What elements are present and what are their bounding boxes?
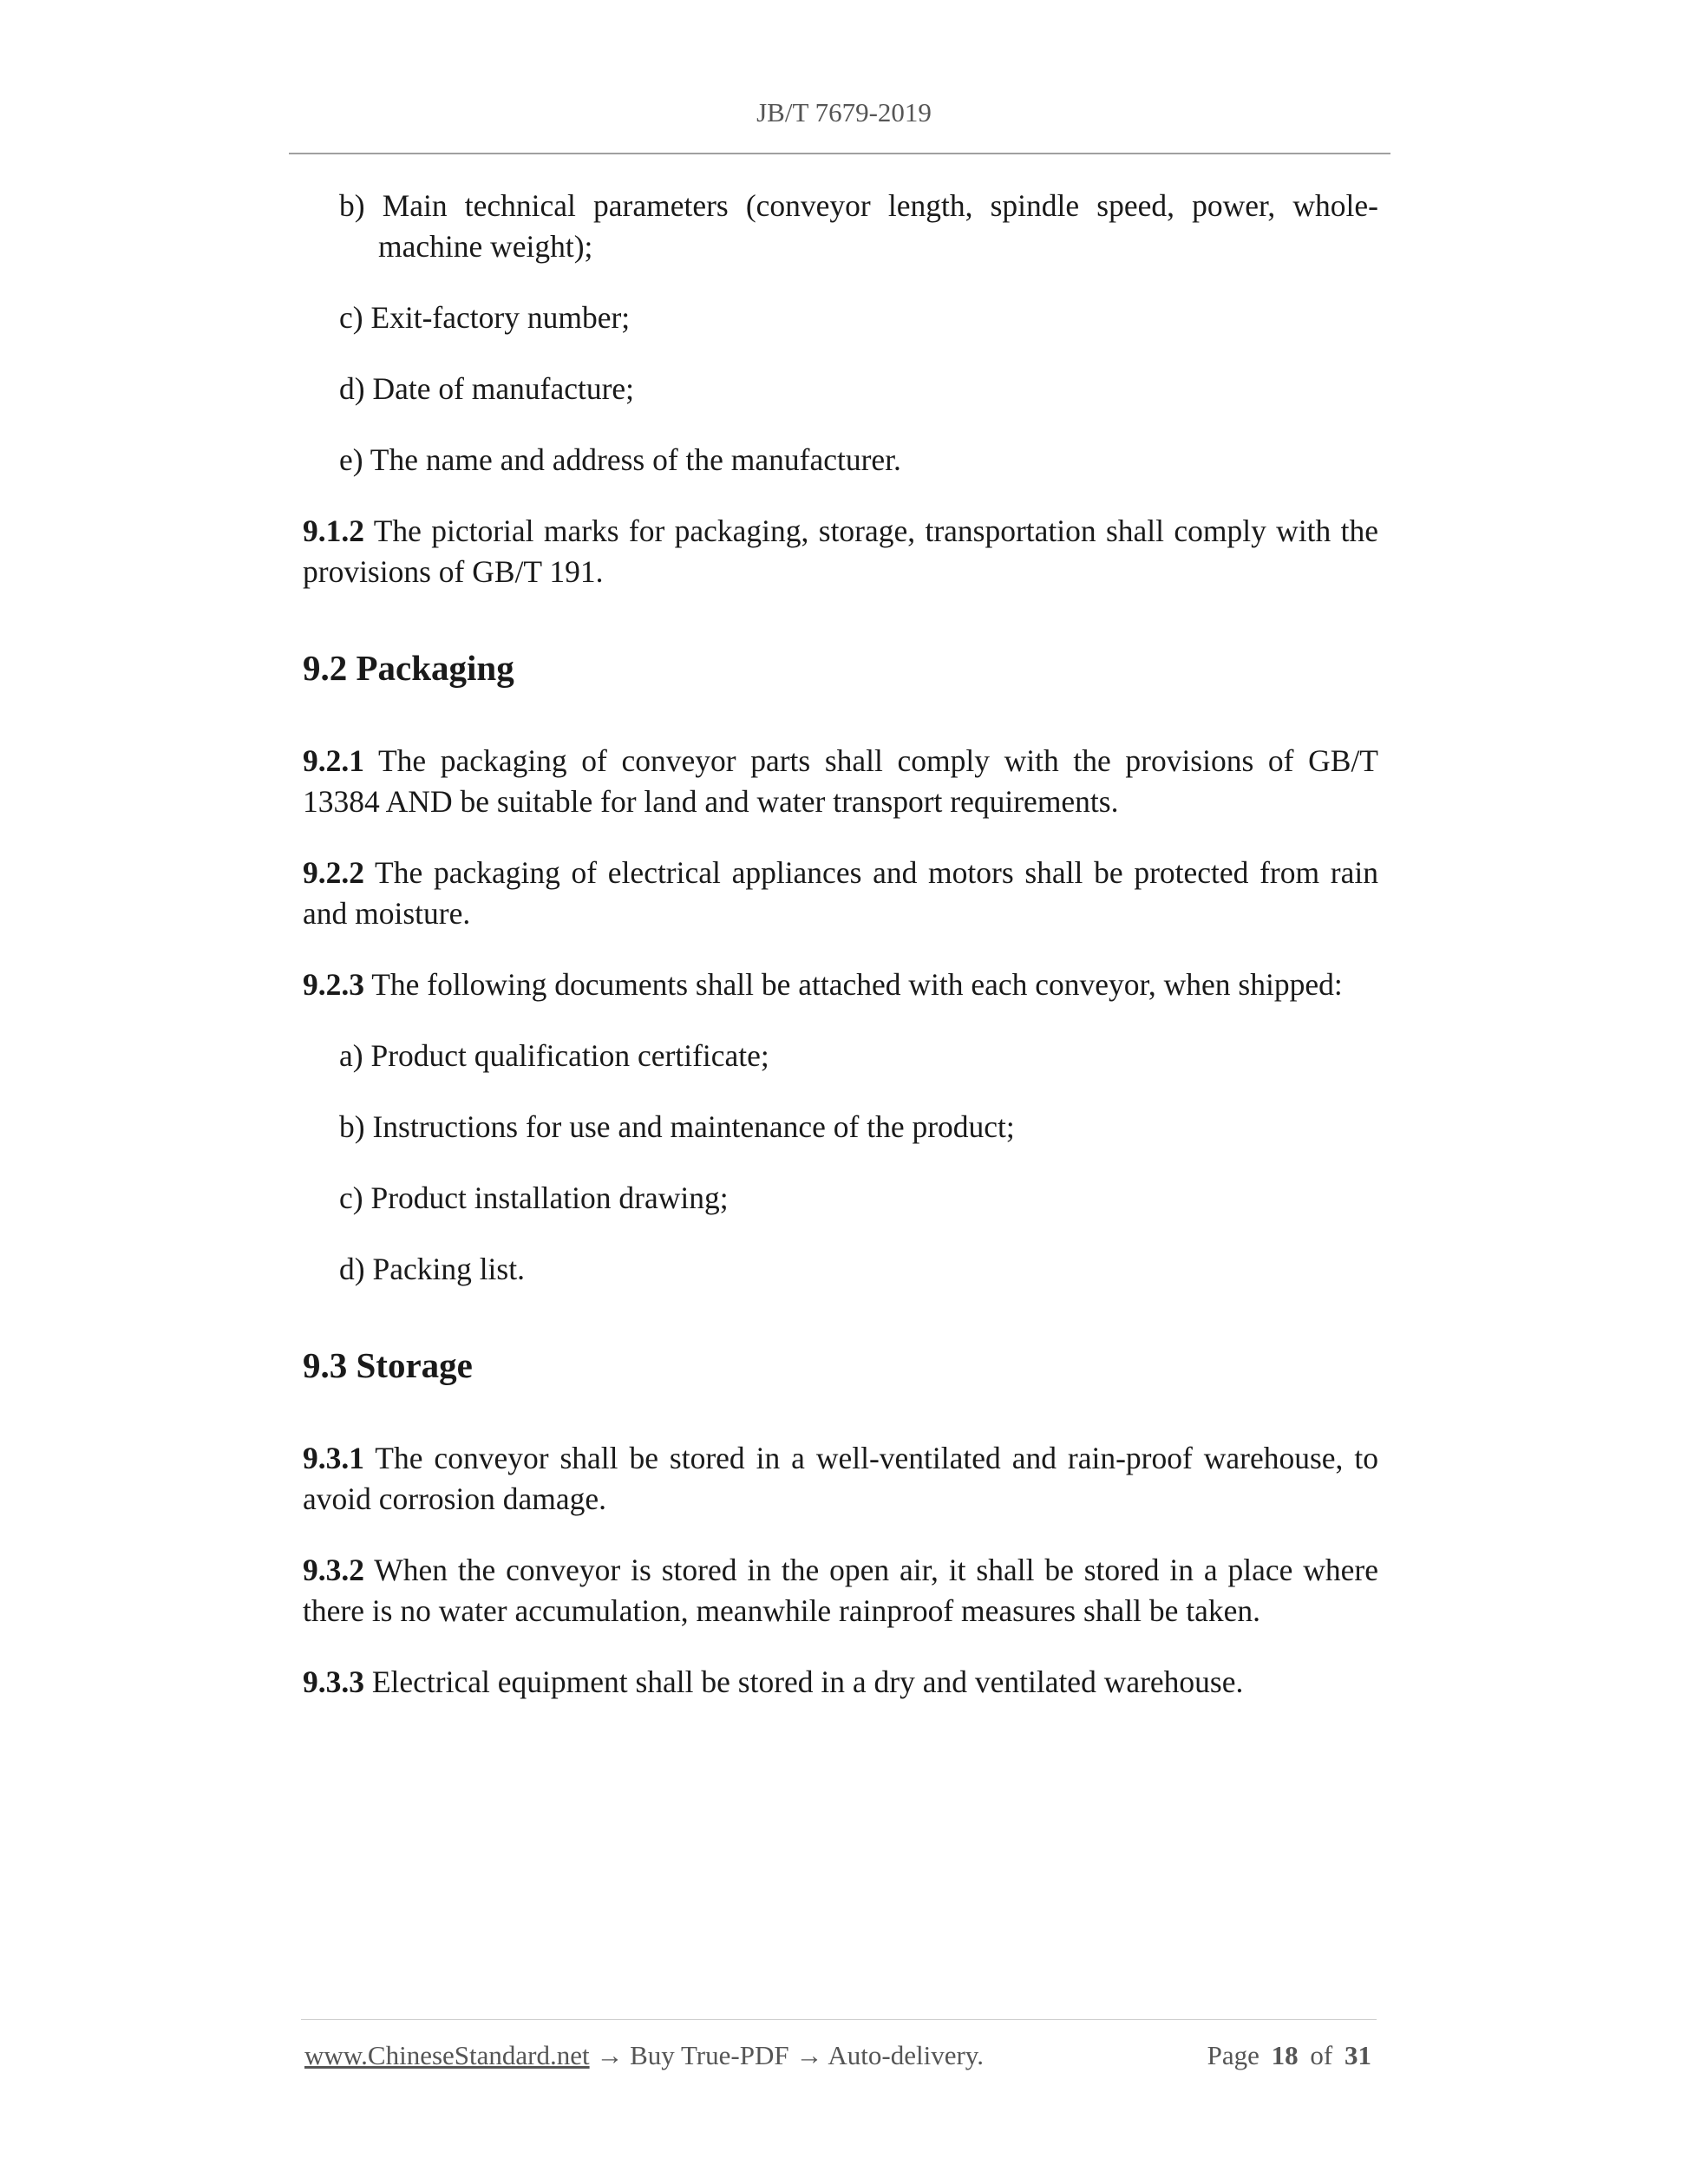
footer-divider bbox=[301, 2019, 1377, 2020]
clause-9-3-2 bbox=[303, 1550, 1378, 1631]
clause-9-3-1 bbox=[303, 1438, 1378, 1520]
clause-text: The packaging of electrical appliances and motors shall be protected from rain and moisture. bbox=[303, 855, 1378, 931]
clause-number: 9.2.3 bbox=[303, 967, 364, 1002]
page-number bbox=[1207, 2040, 1377, 2071]
arrow-right-icon: → bbox=[795, 2040, 823, 2070]
document-item-installation-drawing: c) Product installation drawing; bbox=[339, 1180, 729, 1215]
clause-number: 9.2.2 bbox=[303, 855, 364, 890]
clause-9-2-1 bbox=[303, 741, 1378, 822]
list-item-d-date-of-manufacture: d) Date of manufacture; bbox=[339, 371, 635, 406]
page-label: Page bbox=[1207, 2040, 1259, 2070]
header-divider bbox=[289, 153, 1390, 154]
clause-9-2-2 bbox=[303, 853, 1378, 934]
clause-number: 9.2.1 bbox=[303, 743, 364, 778]
clause-9-3-3 bbox=[303, 1662, 1378, 1703]
page-footer bbox=[304, 2040, 1377, 2071]
clause-number: 9.1.2 bbox=[303, 513, 364, 548]
page-header-title: JB/T 7679-2019 bbox=[756, 97, 932, 128]
clause-number: 9.3.1 bbox=[303, 1441, 364, 1475]
clause-text: The following documents shall be attached with each conveyor, when shipped: bbox=[364, 967, 1343, 1002]
clause-text: The pictorial marks for packaging, storage, transportation shall comply with the provisions of GB/T 191. bbox=[303, 513, 1378, 589]
footer-delivery-text: Auto-delivery. bbox=[828, 2040, 985, 2070]
clause-number: 9.3.2 bbox=[303, 1553, 364, 1587]
clause-text: Electrical equipment shall be stored in a dry and ventilated warehouse. bbox=[364, 1664, 1244, 1699]
document-item-qualification-certificate: a) Product qualification certificate; bbox=[339, 1038, 769, 1073]
clause-9-1-2 bbox=[303, 511, 1378, 592]
clause-9-2-3 bbox=[303, 964, 1378, 1005]
clause-text: The conveyor shall be stored in a well-ventilated and rain-proof warehouse, to avoid corrosion damage. bbox=[303, 1441, 1378, 1516]
list-item-b-main-parameters: b) Main technical parameters (conveyor length, spindle speed, power, whole-machine weight); bbox=[339, 188, 1378, 264]
page-total: 31 bbox=[1345, 2040, 1371, 2070]
document-item-packing-list: d) Packing list. bbox=[339, 1252, 525, 1286]
arrow-right-icon: → bbox=[596, 2040, 624, 2070]
list-item-e-manufacturer-name: e) The name and address of the manufacturer. bbox=[339, 442, 901, 477]
footer-promo bbox=[304, 2040, 984, 2071]
chinesestandard-link[interactable]: www.ChineseStandard.net bbox=[304, 2040, 590, 2070]
section-heading-storage: 9.3 Storage bbox=[303, 1345, 473, 1385]
list-item-c-exit-factory-number: c) Exit-factory number; bbox=[339, 300, 631, 335]
footer-buy-text: Buy True-PDF bbox=[630, 2040, 789, 2070]
page-current: 18 bbox=[1271, 2040, 1299, 2070]
clause-number: 9.3.3 bbox=[303, 1664, 364, 1699]
document-body bbox=[303, 186, 1378, 1733]
clause-text: The packaging of conveyor parts shall comply with the provisions of GB/T 13384 AND be suitable for land and water transport requirements. bbox=[303, 743, 1378, 819]
clause-text: When the conveyor is stored in the open air, it shall be stored in a place where there is no water accumulation, meanwhile rainproof measures shall be taken. bbox=[303, 1553, 1378, 1628]
section-heading-packaging: 9.2 Packaging bbox=[303, 648, 514, 688]
of-label: of bbox=[1310, 2040, 1333, 2070]
document-item-instructions: b) Instructions for use and maintenance of the product; bbox=[339, 1109, 1015, 1144]
